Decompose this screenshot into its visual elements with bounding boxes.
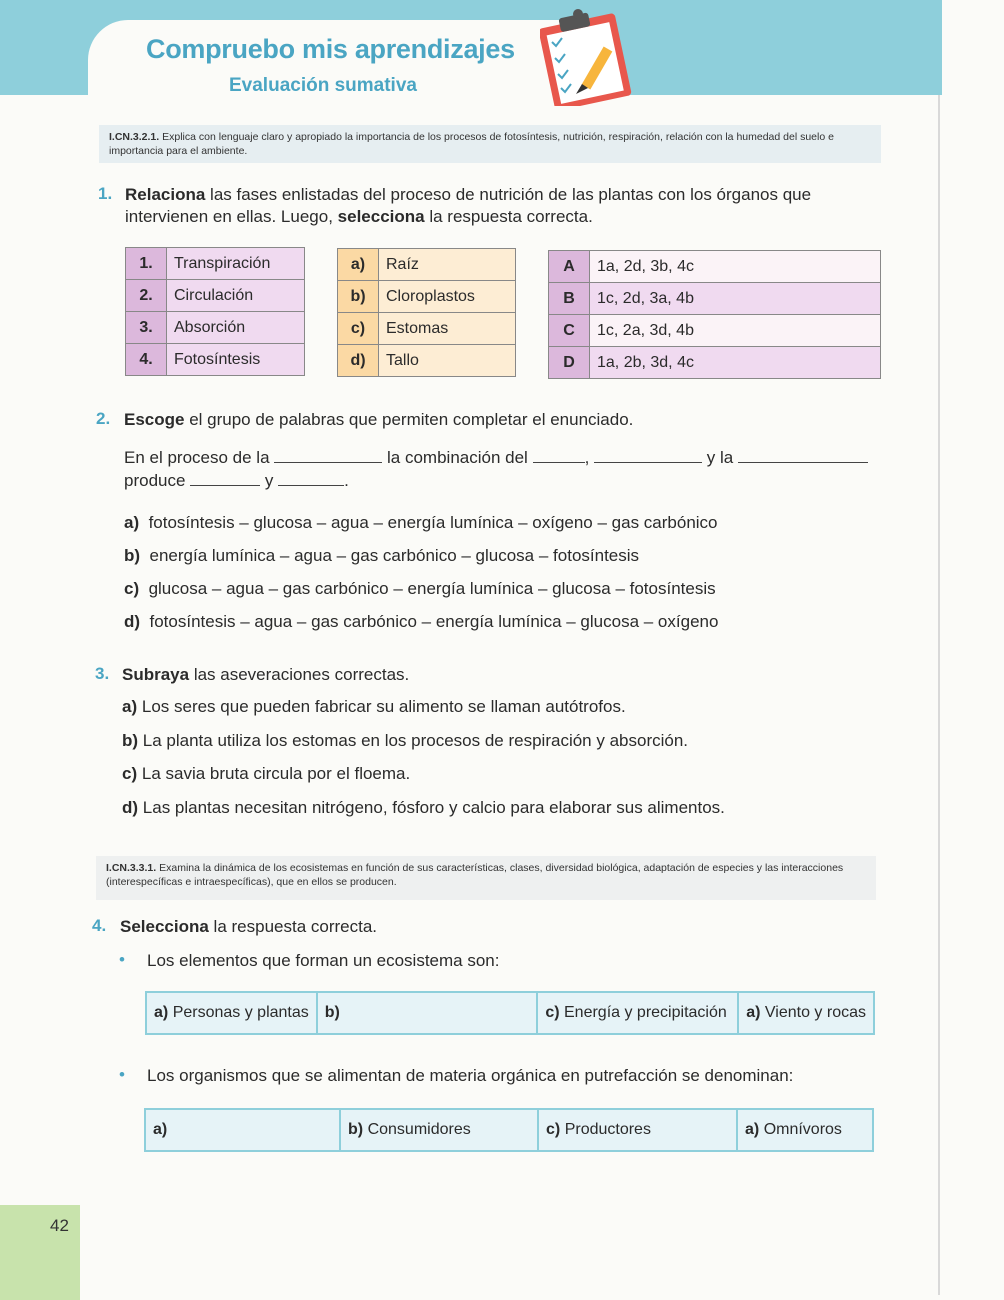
indicator-text: Examina la dinámica de los ecosistemas en función de sus características, clases, diversidad biológica, adaptación de especies y las interacciones (interespecíficas e intraespecíficas), que en ellos se producen. <box>106 862 844 888</box>
option-cell[interactable] <box>146 992 317 1034</box>
answer-label[interactable]: 1a, 2b, 3d, 4c <box>590 347 881 379</box>
q4-part1-prompt: Los elementos que forman un ecosistema son: <box>147 951 500 970</box>
question-number: 2. <box>96 409 111 428</box>
answer-letter[interactable]: D <box>549 347 590 379</box>
option-letter: a) <box>745 1121 760 1138</box>
table-row <box>338 281 516 313</box>
organs-table <box>337 248 516 377</box>
option-text: Personas y plantas <box>172 1004 309 1021</box>
table-row <box>549 283 881 315</box>
cell-num: 2. <box>126 280 167 312</box>
cell-label: Circulación <box>167 280 305 312</box>
verb: Relaciona <box>125 185 206 204</box>
table-row <box>338 313 516 345</box>
option-letter: c) <box>124 579 140 598</box>
answer-letter[interactable]: C <box>549 315 590 347</box>
blank-field[interactable] <box>738 448 868 463</box>
option-cell[interactable] <box>340 1109 538 1151</box>
cell-num: 4. <box>126 344 167 376</box>
option-text: fotosíntesis – glucosa – agua – energía lumínica – oxígeno – gas carbónico <box>148 513 718 532</box>
cell-label: Fotosíntesis <box>167 344 305 376</box>
option-letter: a) <box>746 1004 761 1021</box>
question-number: 1. <box>98 184 113 203</box>
sentence-part: y la <box>706 448 734 467</box>
blank-field[interactable] <box>278 471 344 486</box>
option-cell[interactable] <box>145 1109 340 1151</box>
cell-num: 1. <box>126 248 167 280</box>
sentence-part: , <box>584 448 590 467</box>
indicator-text: Explica con lenguaje claro y apropiado la importancia de los procesos de fotosíntesis, nutrición, respiración, relación con la humedad del suelo e importancia para el ambiente. <box>109 131 834 157</box>
sentence-part: En el proceso de la <box>124 448 270 467</box>
answer-label[interactable]: 1a, 2d, 3b, 4c <box>590 251 881 283</box>
q4-part1-options <box>145 991 875 1035</box>
cell-label: Transpiración <box>167 248 305 280</box>
statement-text: La planta utiliza los estomas en los procesos de respiración y absorción. <box>142 731 689 750</box>
option-letter: a) <box>124 513 140 532</box>
table-row <box>146 992 874 1034</box>
table-row <box>126 248 305 280</box>
cell-label: Raíz <box>379 249 516 281</box>
indicator-box-2 <box>96 856 876 900</box>
option-item[interactable] <box>124 546 639 566</box>
cell-num: 3. <box>126 312 167 344</box>
option-text: Energía y precipitación <box>564 1004 727 1021</box>
blank-field[interactable] <box>533 448 585 463</box>
option-item[interactable] <box>124 612 718 632</box>
text: las aseveraciones correctas. <box>189 665 410 684</box>
answer-letter[interactable]: B <box>549 283 590 315</box>
table-row <box>549 315 881 347</box>
table-row <box>338 345 516 377</box>
option-letter: c) <box>546 1121 561 1138</box>
answer-label[interactable]: 1c, 2d, 3a, 4b <box>590 283 881 315</box>
statement-item[interactable] <box>122 764 410 784</box>
answers-table <box>548 250 881 379</box>
table-row <box>126 344 305 376</box>
answer-letter[interactable]: A <box>549 251 590 283</box>
cell-label: Absorción <box>167 312 305 344</box>
table-row <box>549 347 881 379</box>
verb: Escoge <box>124 410 185 429</box>
table-row <box>549 251 881 283</box>
option-letter: b) <box>124 546 141 565</box>
bullet: • <box>119 950 125 969</box>
cell-num: a) <box>338 249 379 281</box>
indicator-code: I.CN.3.3.1. <box>106 862 157 874</box>
blank-field[interactable] <box>190 471 260 486</box>
option-text: Productores <box>564 1121 651 1138</box>
sentence-part: produce <box>124 471 186 490</box>
option-cell[interactable] <box>537 992 738 1034</box>
option-letter: c) <box>545 1004 560 1021</box>
statement-item[interactable] <box>122 697 626 717</box>
option-letter: b) <box>324 1004 340 1021</box>
text: la respuesta correcta. <box>208 917 378 936</box>
sentence-part: la combinación del <box>387 448 528 467</box>
option-letter: a) <box>153 1121 168 1138</box>
cell-num: b) <box>338 281 379 313</box>
question-3-text <box>122 664 409 686</box>
phases-table <box>125 247 305 376</box>
text: la respuesta correcta. <box>424 207 593 226</box>
sentence-line-2 <box>124 470 349 492</box>
table-row <box>145 1109 873 1151</box>
verb: selecciona <box>337 207 425 226</box>
sentence-part: . <box>344 471 349 490</box>
question-4-text <box>120 916 377 938</box>
option-text: fotosíntesis – agua – gas carbónico – energía lumínica – glucosa – oxígeno <box>149 612 719 631</box>
cell-label: Tallo <box>379 345 516 377</box>
table-row <box>126 280 305 312</box>
option-letter: b) <box>348 1121 364 1138</box>
question-number: 3. <box>95 664 110 683</box>
indicator-box-1 <box>99 125 881 163</box>
sentence-part: y <box>264 471 274 490</box>
page-edge <box>938 95 940 1295</box>
cell-num: c) <box>338 313 379 345</box>
statement-letter: c) <box>122 764 138 783</box>
option-cell[interactable] <box>738 992 874 1034</box>
cell-num: d) <box>338 345 379 377</box>
table-row <box>126 312 305 344</box>
cell-label: Estomas <box>379 313 516 345</box>
table-row <box>338 249 516 281</box>
option-cell[interactable] <box>317 992 538 1034</box>
statement-letter: a) <box>122 697 138 716</box>
indicator-code: I.CN.3.2.1. <box>109 131 160 143</box>
statement-letter: b) <box>122 731 139 750</box>
option-letter: d) <box>124 612 141 631</box>
option-text: glucosa – agua – gas carbónico – energía lumínica – glucosa – fotosíntesis <box>148 579 716 598</box>
statement-letter: d) <box>122 798 139 817</box>
page-subtitle: Evaluación sumativa <box>229 75 417 96</box>
option-item[interactable] <box>124 513 718 533</box>
statement-item[interactable] <box>122 798 725 818</box>
text: el grupo de palabras que permiten completar el enunciado. <box>184 410 634 429</box>
answer-label[interactable]: 1c, 2a, 3d, 4b <box>590 315 881 347</box>
clipboard-icon <box>540 6 632 106</box>
text: las fases enlistadas del proceso de nutrición de las plantas con los órganos que intervienen en ellas. Luego, <box>125 185 812 226</box>
verb: Subraya <box>122 665 190 684</box>
option-text: Consumidores <box>367 1121 471 1138</box>
option-cell[interactable] <box>737 1109 873 1151</box>
question-1-text <box>125 184 835 228</box>
option-text: Omnívoros <box>763 1121 842 1138</box>
page-title: Compruebo mis aprendizajes <box>146 34 515 64</box>
statement-text: Las plantas necesitan nitrógeno, fósforo y calcio para elaborar sus alimentos. <box>142 798 725 817</box>
option-cell[interactable] <box>538 1109 737 1151</box>
blank-field[interactable] <box>274 448 382 463</box>
statement-text: La savia bruta circula por el floema. <box>141 764 411 783</box>
q4-part2-prompt: Los organismos que se alimentan de materia orgánica en putrefacción se denominan: <box>147 1066 794 1085</box>
verb: Selecciona <box>120 917 209 936</box>
blank-field[interactable] <box>594 448 702 463</box>
cell-label: Cloroplastos <box>379 281 516 313</box>
option-letter: a) <box>154 1004 169 1021</box>
bullet: • <box>119 1065 125 1084</box>
sentence-line-1 <box>124 447 868 469</box>
question-number: 4. <box>92 916 107 935</box>
q4-part2-options <box>144 1108 874 1152</box>
statement-item[interactable] <box>122 731 688 751</box>
question-2-text <box>124 409 633 431</box>
page-number: 42 <box>50 1216 69 1235</box>
statement-text: Los seres que pueden fabricar su alimento se llaman autótrofos. <box>141 697 626 716</box>
option-text: Viento y rocas <box>764 1004 866 1021</box>
option-text: energía lumínica – agua – gas carbónico – glucosa – fotosíntesis <box>149 546 640 565</box>
option-item[interactable] <box>124 579 716 599</box>
